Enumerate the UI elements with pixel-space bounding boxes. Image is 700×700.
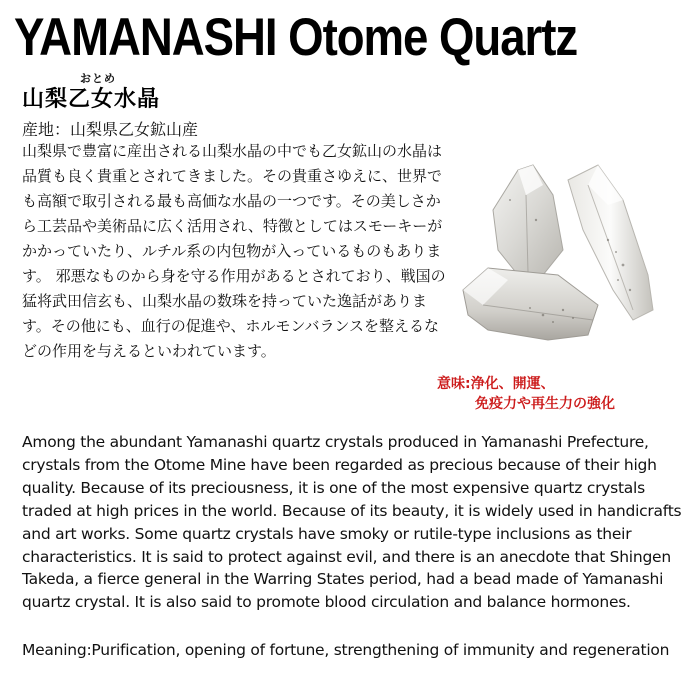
english-meaning: Meaning:Purification, opening of fortune, strengthening of immunity and regeneration: [22, 641, 670, 659]
japanese-stone-name: 山梨乙女水晶: [22, 87, 161, 112]
meaning-jp-line1: 意味:浄化、開運、: [437, 376, 555, 392]
meaning-jp: [437, 374, 697, 414]
crystal-top: [493, 165, 563, 275]
page-title: YAMANASHI Otome Quartz: [14, 8, 578, 67]
origin-label: 産地：山梨県乙女鉱山産: [22, 120, 199, 139]
meaning-jp-line2: 免疫力や再生力の強化: [475, 396, 615, 412]
english-description: Among the abundant Yamanashi quartz crystals produced in Yamanashi Prefecture, crystals from the Otome Mine have been regarded as precious because of their high quality. Because of its preciousness, it is one of the most expensive quartz crystals traded at high prices in the world. Because of its beauty, it is widely used in handicrafts and art works. Some quartz crystals have smoky or rutile-type inclusions as their characteristics. It is said to protect against evil, and there is an anecdote that Shingen Takeda, a fierce general in the Warring States period, had a bead made of Yamanashi quartz crystal. It is also said to promote blood circulation and balance hormones.: [22, 433, 682, 612]
crystal-bottom: [463, 268, 598, 340]
quartz-crystal-photo: [448, 140, 698, 375]
furigana-reading: おとめ: [80, 72, 116, 85]
japanese-description: 山梨県で豊富に産出される山梨水晶の中でも乙女鉱山の水晶は品質も良く貴重とされてきました。その貴重さゆえに、世界でも高額で取引される最も高価な水晶の一つです。その美しさから工芸品や美術品に広く活用され、特徴としてはスモーキーがかかっていたり、ルチル系の内包物が入っているものもあります。 邪悪なものから身を守る作用があるとされており、戦国の猛将武田信玄も、山梨水晶の数珠を持っていた逸話があります。その他にも、血行の促進や、ホルモンバランスを整えるなどの作用を与えるといわれています。: [22, 142, 446, 360]
